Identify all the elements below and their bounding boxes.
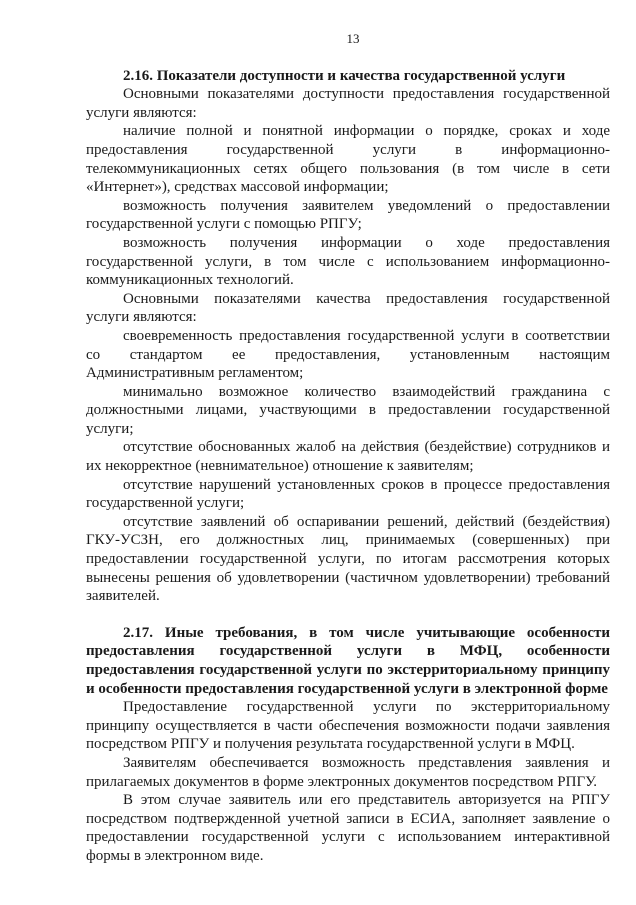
paragraph: В этом случае заявитель или его представитель авторизуется на РПГУ посредством подтвержденной учетной записи в ЕСИА, заполняет заявление о предоставлении государственной услуги с использованием интерактивной формы в электронном виде. xyxy=(86,792,610,864)
paragraph: Заявителям обеспечивается возможность представления заявления и прилагаемых документов в форме электронных документов посредством РПГУ. xyxy=(86,754,610,790)
paragraph: возможность получения информации о ходе предоставления государственной услуги, в том числе с использованием информационно-коммуникационных технологий. xyxy=(86,234,610,289)
paragraph: наличие полной и понятной информации о порядке, сроках и ходе предоставления государственной услуги в информационно-телекоммуникационных сетях общего пользования (в том числе в сети «Интернет»), средствах массовой информации; xyxy=(86,123,610,196)
page-number: 13 xyxy=(346,31,360,46)
paragraph: отсутствие заявлений об оспаривании решений, действий (бездействия) ГКУ-УСЗН, его должностных лиц, принимаемых (совершенных) при предоставлении государственной услуги, по итогам рассмотрения которых вынесены решения об удовлетворении (частичном удовлетворении) требований заявителей. xyxy=(86,513,610,605)
paragraph: Предоставление государственной услуги по экстерриториальному принципу осуществляется в части обеспечения возможности подачи заявления посредством РПГУ и получения результата государственной услуги в МФЦ. xyxy=(86,699,610,753)
section-spacer xyxy=(86,606,610,624)
paragraph: отсутствие обоснованных жалоб на действия (бездействие) сотрудников и их некорректное (невнимательное) отношение к заявителям; xyxy=(86,439,610,475)
paragraph: возможность получения заявителем уведомлений о предоставлении государственной услуги с помощью РПГУ; xyxy=(86,197,610,233)
paragraph: своевременность предоставления государственной услуги в соответствии со стандартом ее предоставления, установленным настоящим Административным регламентом; xyxy=(86,327,610,382)
paragraph: Основными показателями доступности предоставления государственной услуги являются: xyxy=(86,86,610,121)
section-2-17-heading: 2.17. Иные требования, в том числе учитывающие особенности предоставления государственной услуги в МФЦ, особенности предоставления государственной услуги по экстерриториальному принципу и особенности предоставления государственной услуги в электронной форме xyxy=(86,624,610,697)
paragraph: Основными показателями качества предоставления государственной услуги являются: xyxy=(86,290,610,326)
paragraph: минимально возможное количество взаимодействий гражданина с должностными лицами, участвующими в предоставлении государственной услуги; xyxy=(86,383,610,437)
section-2-16-heading: 2.16. Показатели доступности и качества государственной услуги xyxy=(123,67,566,84)
paragraph: отсутствие нарушений установленных сроков в процессе предоставления государственной услуги; xyxy=(86,476,610,512)
